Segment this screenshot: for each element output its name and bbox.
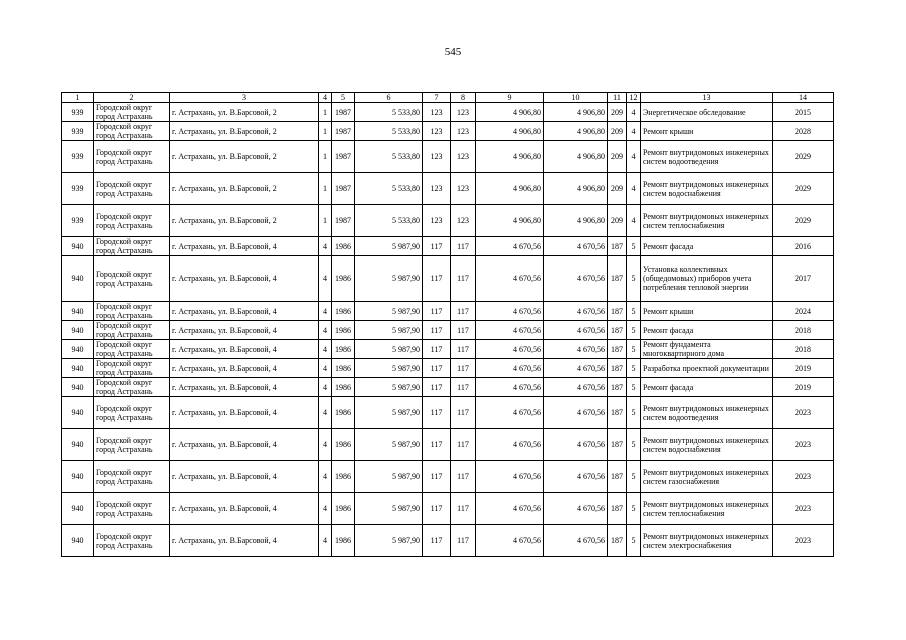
year-built-cell: 1986 bbox=[332, 397, 355, 429]
planned-year-cell: 2019 bbox=[773, 378, 834, 397]
row-number-cell: 940 bbox=[62, 461, 94, 493]
address-cell: г. Астрахань, ул. В.Барсовой, 4 bbox=[170, 378, 319, 397]
col-10-cell: 4 670,56 bbox=[544, 525, 608, 557]
column-number: 7 bbox=[423, 93, 451, 103]
col-11-cell: 187 bbox=[608, 429, 627, 461]
row-number-cell: 940 bbox=[62, 256, 94, 302]
repair-type-cell: Ремонт фасада bbox=[641, 378, 773, 397]
table-row bbox=[62, 122, 834, 141]
col-9-cell: 4 670,56 bbox=[476, 397, 544, 429]
municipality-cell: Городской округ город Астрахань bbox=[94, 397, 170, 429]
address-cell: г. Астрахань, ул. В.Барсовой, 4 bbox=[170, 429, 319, 461]
planned-year-cell: 2016 bbox=[773, 237, 834, 256]
total-area-cell: 5 533,80 bbox=[355, 173, 423, 205]
col-9-cell: 4 906,80 bbox=[476, 141, 544, 173]
address-cell: г. Астрахань, ул. В.Барсовой, 4 bbox=[170, 302, 319, 321]
municipality-cell: Городской округ город Астрахань bbox=[94, 493, 170, 525]
municipality-cell: Городской округ город Астрахань bbox=[94, 321, 170, 340]
col-10-cell: 4 906,80 bbox=[544, 205, 608, 237]
col-9-cell: 4 670,56 bbox=[476, 340, 544, 359]
col-11-cell: 209 bbox=[608, 122, 627, 141]
col-12-cell: 5 bbox=[627, 302, 641, 321]
col-9-cell: 4 670,56 bbox=[476, 461, 544, 493]
col-9-cell: 4 670,56 bbox=[476, 359, 544, 378]
row-number-cell: 939 bbox=[62, 122, 94, 141]
col-12-cell: 5 bbox=[627, 493, 641, 525]
col-8-cell: 117 bbox=[451, 397, 476, 429]
total-area-cell: 5 987,90 bbox=[355, 359, 423, 378]
row-number-cell: 939 bbox=[62, 205, 94, 237]
col-10-cell: 4 670,56 bbox=[544, 359, 608, 378]
municipality-cell: Городской округ город Астрахань bbox=[94, 205, 170, 237]
col-4-cell: 4 bbox=[319, 237, 332, 256]
repair-type-cell: Ремонт фасада bbox=[641, 321, 773, 340]
col-8-cell: 117 bbox=[451, 321, 476, 340]
col-10-cell: 4 906,80 bbox=[544, 103, 608, 122]
planned-year-cell: 2019 bbox=[773, 359, 834, 378]
col-10-cell: 4 670,56 bbox=[544, 493, 608, 525]
address-cell: г. Астрахань, ул. В.Барсовой, 4 bbox=[170, 493, 319, 525]
table-row bbox=[62, 359, 834, 378]
year-built-cell: 1986 bbox=[332, 256, 355, 302]
year-built-cell: 1987 bbox=[332, 173, 355, 205]
total-area-cell: 5 987,90 bbox=[355, 525, 423, 557]
col-8-cell: 117 bbox=[451, 340, 476, 359]
municipality-cell: Городской округ город Астрахань bbox=[94, 461, 170, 493]
year-built-cell: 1986 bbox=[332, 321, 355, 340]
col-12-cell: 4 bbox=[627, 122, 641, 141]
repair-type-cell: Ремонт крыши bbox=[641, 302, 773, 321]
col-9-cell: 4 670,56 bbox=[476, 237, 544, 256]
col-10-cell: 4 670,56 bbox=[544, 256, 608, 302]
planned-year-cell: 2017 bbox=[773, 256, 834, 302]
col-7-cell: 117 bbox=[423, 397, 451, 429]
col-11-cell: 187 bbox=[608, 359, 627, 378]
col-8-cell: 123 bbox=[451, 173, 476, 205]
address-cell: г. Астрахань, ул. В.Барсовой, 2 bbox=[170, 205, 319, 237]
col-7-cell: 123 bbox=[423, 173, 451, 205]
col-8-cell: 123 bbox=[451, 122, 476, 141]
total-area-cell: 5 987,90 bbox=[355, 429, 423, 461]
col-4-cell: 1 bbox=[319, 205, 332, 237]
year-built-cell: 1986 bbox=[332, 525, 355, 557]
total-area-cell: 5 987,90 bbox=[355, 237, 423, 256]
col-12-cell: 4 bbox=[627, 103, 641, 122]
col-8-cell: 117 bbox=[451, 359, 476, 378]
col-4-cell: 1 bbox=[319, 103, 332, 122]
col-11-cell: 187 bbox=[608, 302, 627, 321]
col-12-cell: 5 bbox=[627, 397, 641, 429]
total-area-cell: 5 533,80 bbox=[355, 103, 423, 122]
col-12-cell: 5 bbox=[627, 256, 641, 302]
column-number: 5 bbox=[332, 93, 355, 103]
col-4-cell: 4 bbox=[319, 256, 332, 302]
col-4-cell: 1 bbox=[319, 122, 332, 141]
col-12-cell: 5 bbox=[627, 340, 641, 359]
year-built-cell: 1987 bbox=[332, 205, 355, 237]
col-8-cell: 117 bbox=[451, 461, 476, 493]
col-9-cell: 4 670,56 bbox=[476, 378, 544, 397]
table-row bbox=[62, 378, 834, 397]
table-row bbox=[62, 525, 834, 557]
year-built-cell: 1987 bbox=[332, 103, 355, 122]
planned-year-cell: 2023 bbox=[773, 397, 834, 429]
municipality-cell: Городской округ город Астрахань bbox=[94, 237, 170, 256]
col-12-cell: 4 bbox=[627, 205, 641, 237]
col-11-cell: 187 bbox=[608, 321, 627, 340]
column-number: 14 bbox=[773, 93, 834, 103]
page-number: 545 bbox=[444, 46, 462, 58]
col-7-cell: 123 bbox=[423, 141, 451, 173]
column-number: 8 bbox=[451, 93, 476, 103]
table-row bbox=[62, 397, 834, 429]
col-4-cell: 4 bbox=[319, 461, 332, 493]
total-area-cell: 5 987,90 bbox=[355, 493, 423, 525]
row-number-cell: 939 bbox=[62, 103, 94, 122]
row-number-cell: 940 bbox=[62, 378, 94, 397]
col-10-cell: 4 906,80 bbox=[544, 173, 608, 205]
col-4-cell: 4 bbox=[319, 429, 332, 461]
column-number: 4 bbox=[319, 93, 332, 103]
municipality-cell: Городской округ город Астрахань bbox=[94, 359, 170, 378]
year-built-cell: 1986 bbox=[332, 237, 355, 256]
col-8-cell: 117 bbox=[451, 237, 476, 256]
total-area-cell: 5 533,80 bbox=[355, 122, 423, 141]
col-9-cell: 4 670,56 bbox=[476, 493, 544, 525]
col-9-cell: 4 906,80 bbox=[476, 205, 544, 237]
year-built-cell: 1986 bbox=[332, 429, 355, 461]
column-number: 11 bbox=[608, 93, 627, 103]
year-built-cell: 1987 bbox=[332, 141, 355, 173]
table-row bbox=[62, 340, 834, 359]
table-row bbox=[62, 256, 834, 302]
planned-year-cell: 2029 bbox=[773, 173, 834, 205]
row-number-cell: 940 bbox=[62, 237, 94, 256]
address-cell: г. Астрахань, ул. В.Барсовой, 2 bbox=[170, 103, 319, 122]
column-number: 10 bbox=[544, 93, 608, 103]
planned-year-cell: 2023 bbox=[773, 493, 834, 525]
col-8-cell: 117 bbox=[451, 493, 476, 525]
col-10-cell: 4 670,56 bbox=[544, 340, 608, 359]
total-area-cell: 5 987,90 bbox=[355, 340, 423, 359]
row-number-cell: 939 bbox=[62, 141, 94, 173]
col-7-cell: 117 bbox=[423, 321, 451, 340]
col-7-cell: 117 bbox=[423, 359, 451, 378]
repair-type-cell: Ремонт внутридомовых инженерных систем теплоснабжения bbox=[641, 205, 773, 237]
col-10-cell: 4 670,56 bbox=[544, 321, 608, 340]
municipality-cell: Городской округ город Астрахань bbox=[94, 256, 170, 302]
repair-type-cell: Ремонт внутридомовых инженерных систем водоотведения bbox=[641, 397, 773, 429]
planned-year-cell: 2015 bbox=[773, 103, 834, 122]
col-7-cell: 117 bbox=[423, 302, 451, 321]
municipality-cell: Городской округ город Астрахань bbox=[94, 302, 170, 321]
municipality-cell: Городской округ город Астрахань bbox=[94, 378, 170, 397]
total-area-cell: 5 987,90 bbox=[355, 302, 423, 321]
column-number-row bbox=[62, 93, 834, 103]
col-7-cell: 117 bbox=[423, 378, 451, 397]
col-11-cell: 187 bbox=[608, 378, 627, 397]
col-9-cell: 4 906,80 bbox=[476, 122, 544, 141]
address-cell: г. Астрахань, ул. В.Барсовой, 4 bbox=[170, 359, 319, 378]
col-4-cell: 4 bbox=[319, 378, 332, 397]
row-number-cell: 940 bbox=[62, 493, 94, 525]
total-area-cell: 5 987,90 bbox=[355, 256, 423, 302]
planned-year-cell: 2018 bbox=[773, 340, 834, 359]
col-10-cell: 4 670,56 bbox=[544, 461, 608, 493]
address-cell: г. Астрахань, ул. В.Барсовой, 2 bbox=[170, 141, 319, 173]
col-12-cell: 5 bbox=[627, 321, 641, 340]
total-area-cell: 5 987,90 bbox=[355, 378, 423, 397]
col-11-cell: 209 bbox=[608, 141, 627, 173]
municipality-cell: Городской округ город Астрахань bbox=[94, 340, 170, 359]
col-7-cell: 117 bbox=[423, 237, 451, 256]
col-9-cell: 4 670,56 bbox=[476, 429, 544, 461]
col-10-cell: 4 670,56 bbox=[544, 397, 608, 429]
planned-year-cell: 2024 bbox=[773, 302, 834, 321]
col-12-cell: 5 bbox=[627, 378, 641, 397]
total-area-cell: 5 533,80 bbox=[355, 205, 423, 237]
table-row bbox=[62, 302, 834, 321]
row-number-cell: 940 bbox=[62, 321, 94, 340]
municipality-cell: Городской округ город Астрахань bbox=[94, 122, 170, 141]
col-9-cell: 4 670,56 bbox=[476, 256, 544, 302]
column-number: 3 bbox=[170, 93, 319, 103]
col-9-cell: 4 670,56 bbox=[476, 525, 544, 557]
address-cell: г. Астрахань, ул. В.Барсовой, 4 bbox=[170, 461, 319, 493]
col-11-cell: 187 bbox=[608, 256, 627, 302]
year-built-cell: 1986 bbox=[332, 461, 355, 493]
address-cell: г. Астрахань, ул. В.Барсовой, 4 bbox=[170, 256, 319, 302]
row-number-cell: 940 bbox=[62, 302, 94, 321]
repair-type-cell: Энергетическое обследование bbox=[641, 103, 773, 122]
col-7-cell: 117 bbox=[423, 256, 451, 302]
repair-type-cell: Ремонт крыши bbox=[641, 122, 773, 141]
year-built-cell: 1986 bbox=[332, 378, 355, 397]
total-area-cell: 5 987,90 bbox=[355, 321, 423, 340]
col-4-cell: 4 bbox=[319, 302, 332, 321]
col-9-cell: 4 670,56 bbox=[476, 302, 544, 321]
table-row bbox=[62, 321, 834, 340]
table-row bbox=[62, 461, 834, 493]
table-row bbox=[62, 237, 834, 256]
col-10-cell: 4 670,56 bbox=[544, 302, 608, 321]
year-built-cell: 1986 bbox=[332, 493, 355, 525]
address-cell: г. Астрахань, ул. В.Барсовой, 2 bbox=[170, 173, 319, 205]
table-row bbox=[62, 173, 834, 205]
table-row bbox=[62, 141, 834, 173]
col-10-cell: 4 670,56 bbox=[544, 237, 608, 256]
address-cell: г. Астрахань, ул. В.Барсовой, 4 bbox=[170, 525, 319, 557]
year-built-cell: 1987 bbox=[332, 122, 355, 141]
col-7-cell: 117 bbox=[423, 340, 451, 359]
col-8-cell: 117 bbox=[451, 302, 476, 321]
col-12-cell: 4 bbox=[627, 141, 641, 173]
col-8-cell: 123 bbox=[451, 103, 476, 122]
col-4-cell: 1 bbox=[319, 173, 332, 205]
column-number: 13 bbox=[641, 93, 773, 103]
col-7-cell: 123 bbox=[423, 103, 451, 122]
planned-year-cell: 2023 bbox=[773, 429, 834, 461]
col-4-cell: 1 bbox=[319, 141, 332, 173]
row-number-cell: 940 bbox=[62, 340, 94, 359]
col-4-cell: 4 bbox=[319, 525, 332, 557]
col-10-cell: 4 670,56 bbox=[544, 378, 608, 397]
capital-repair-table bbox=[61, 92, 834, 557]
col-11-cell: 187 bbox=[608, 397, 627, 429]
address-cell: г. Астрахань, ул. В.Барсовой, 2 bbox=[170, 122, 319, 141]
col-8-cell: 123 bbox=[451, 141, 476, 173]
col-7-cell: 123 bbox=[423, 205, 451, 237]
municipality-cell: Городской округ город Астрахань bbox=[94, 525, 170, 557]
col-4-cell: 4 bbox=[319, 397, 332, 429]
col-4-cell: 4 bbox=[319, 321, 332, 340]
year-built-cell: 1986 bbox=[332, 359, 355, 378]
total-area-cell: 5 533,80 bbox=[355, 141, 423, 173]
repair-type-cell: Ремонт внутридомовых инженерных систем газоснабжения bbox=[641, 461, 773, 493]
municipality-cell: Городской округ город Астрахань bbox=[94, 141, 170, 173]
col-8-cell: 117 bbox=[451, 525, 476, 557]
col-11-cell: 187 bbox=[608, 461, 627, 493]
col-10-cell: 4 906,80 bbox=[544, 141, 608, 173]
repair-type-cell: Ремонт внутридомовых инженерных систем водоотведения bbox=[641, 141, 773, 173]
repair-type-cell: Установка коллективных (общедомовых) приборов учета потребления тепловой энергии bbox=[641, 256, 773, 302]
col-11-cell: 187 bbox=[608, 237, 627, 256]
year-built-cell: 1986 bbox=[332, 302, 355, 321]
address-cell: г. Астрахань, ул. В.Барсовой, 4 bbox=[170, 237, 319, 256]
col-8-cell: 117 bbox=[451, 429, 476, 461]
col-12-cell: 5 bbox=[627, 359, 641, 378]
col-7-cell: 117 bbox=[423, 461, 451, 493]
repair-type-cell: Разработка проектной документации bbox=[641, 359, 773, 378]
total-area-cell: 5 987,90 bbox=[355, 397, 423, 429]
col-11-cell: 209 bbox=[608, 173, 627, 205]
planned-year-cell: 2023 bbox=[773, 461, 834, 493]
column-number: 6 bbox=[355, 93, 423, 103]
col-11-cell: 187 bbox=[608, 340, 627, 359]
address-cell: г. Астрахань, ул. В.Барсовой, 4 bbox=[170, 340, 319, 359]
table-row bbox=[62, 429, 834, 461]
repair-type-cell: Ремонт внутридомовых инженерных систем водоснабжения bbox=[641, 429, 773, 461]
col-11-cell: 209 bbox=[608, 205, 627, 237]
column-number: 1 bbox=[62, 93, 94, 103]
table-row bbox=[62, 205, 834, 237]
municipality-cell: Городской округ город Астрахань bbox=[94, 103, 170, 122]
col-12-cell: 5 bbox=[627, 237, 641, 256]
col-11-cell: 187 bbox=[608, 493, 627, 525]
table-row bbox=[62, 493, 834, 525]
repair-type-cell: Ремонт внутридомовых инженерных систем водоснабжения bbox=[641, 173, 773, 205]
row-number-cell: 940 bbox=[62, 397, 94, 429]
repair-type-cell: Ремонт фасада bbox=[641, 237, 773, 256]
column-number: 9 bbox=[476, 93, 544, 103]
year-built-cell: 1986 bbox=[332, 340, 355, 359]
col-12-cell: 5 bbox=[627, 461, 641, 493]
col-11-cell: 209 bbox=[608, 103, 627, 122]
col-12-cell: 5 bbox=[627, 525, 641, 557]
row-number-cell: 939 bbox=[62, 173, 94, 205]
col-8-cell: 123 bbox=[451, 205, 476, 237]
col-8-cell: 117 bbox=[451, 256, 476, 302]
col-7-cell: 117 bbox=[423, 429, 451, 461]
col-7-cell: 117 bbox=[423, 525, 451, 557]
col-12-cell: 5 bbox=[627, 429, 641, 461]
address-cell: г. Астрахань, ул. В.Барсовой, 4 bbox=[170, 321, 319, 340]
repair-type-cell: Ремонт внутридомовых инженерных систем теплоснабжения bbox=[641, 493, 773, 525]
col-10-cell: 4 670,56 bbox=[544, 429, 608, 461]
planned-year-cell: 2023 bbox=[773, 525, 834, 557]
repair-type-cell: Ремонт фундамента многоквартирного дома bbox=[641, 340, 773, 359]
col-9-cell: 4 670,56 bbox=[476, 321, 544, 340]
row-number-cell: 940 bbox=[62, 525, 94, 557]
planned-year-cell: 2029 bbox=[773, 205, 834, 237]
col-7-cell: 117 bbox=[423, 493, 451, 525]
column-number: 12 bbox=[627, 93, 641, 103]
column-number: 2 bbox=[94, 93, 170, 103]
col-4-cell: 4 bbox=[319, 493, 332, 525]
row-number-cell: 940 bbox=[62, 429, 94, 461]
col-7-cell: 123 bbox=[423, 122, 451, 141]
col-10-cell: 4 906,80 bbox=[544, 122, 608, 141]
table-row bbox=[62, 103, 834, 122]
col-9-cell: 4 906,80 bbox=[476, 103, 544, 122]
planned-year-cell: 2028 bbox=[773, 122, 834, 141]
row-number-cell: 940 bbox=[62, 359, 94, 378]
planned-year-cell: 2018 bbox=[773, 321, 834, 340]
col-9-cell: 4 906,80 bbox=[476, 173, 544, 205]
address-cell: г. Астрахань, ул. В.Барсовой, 4 bbox=[170, 397, 319, 429]
col-4-cell: 4 bbox=[319, 359, 332, 378]
col-12-cell: 4 bbox=[627, 173, 641, 205]
total-area-cell: 5 987,90 bbox=[355, 461, 423, 493]
col-8-cell: 117 bbox=[451, 378, 476, 397]
municipality-cell: Городской округ город Астрахань bbox=[94, 429, 170, 461]
col-4-cell: 4 bbox=[319, 340, 332, 359]
planned-year-cell: 2029 bbox=[773, 141, 834, 173]
municipality-cell: Городской округ город Астрахань bbox=[94, 173, 170, 205]
col-11-cell: 187 bbox=[608, 525, 627, 557]
repair-type-cell: Ремонт внутридомовых инженерных систем электроснабжения bbox=[641, 525, 773, 557]
